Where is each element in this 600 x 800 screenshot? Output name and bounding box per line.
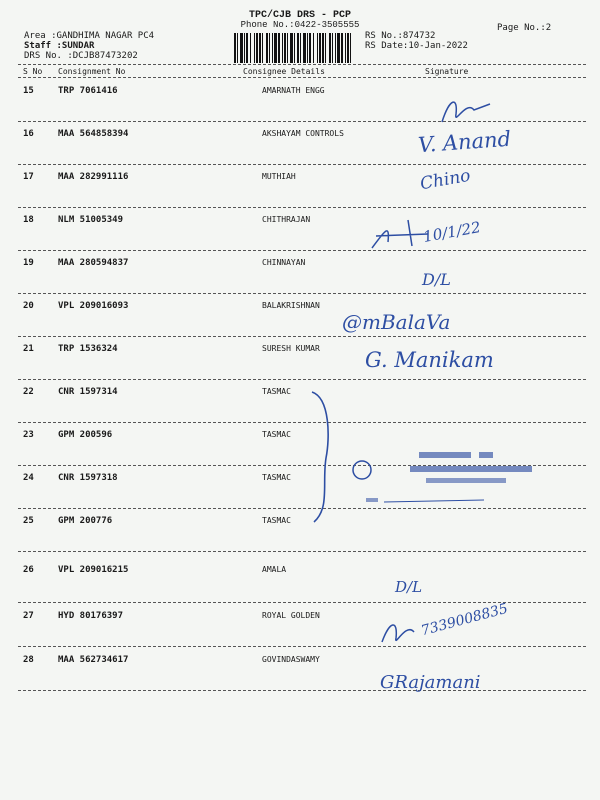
row-consignee: CHITHRAJAN <box>262 215 311 224</box>
row-consignment: MAA 282991116 <box>58 172 129 182</box>
table-row <box>0 80 600 123</box>
row-sno: 26 <box>23 565 34 575</box>
row-consignment: VPL 209016215 <box>58 565 129 575</box>
row-sno: 19 <box>23 258 34 268</box>
row-consignee: ROYAL GOLDEN <box>262 611 320 620</box>
col-consignment: Consignment No <box>58 67 126 76</box>
row-separator <box>18 336 586 337</box>
row-separator <box>18 164 586 165</box>
row-consignee: MUTHIAH <box>262 172 296 181</box>
col-sno: S No <box>23 67 43 76</box>
row-separator <box>18 690 586 691</box>
row-consignee: AMARNATH ENGG <box>262 86 325 95</box>
signature-17: Chino <box>418 165 472 195</box>
row-sno: 21 <box>23 344 34 354</box>
seal-stamp <box>344 448 584 518</box>
row-sno: 27 <box>23 611 34 621</box>
row-consignment: VPL 209016093 <box>58 301 129 311</box>
row-sno: 23 <box>23 430 34 440</box>
table-row <box>0 381 600 424</box>
bracket-mark <box>308 388 338 528</box>
table-row <box>0 559 600 602</box>
rs-date: RS Date:10-Jan-2022 <box>365 41 468 51</box>
row-separator <box>18 250 586 251</box>
row-consignment: MAA 280594837 <box>58 258 129 268</box>
signature-21: G. Manikam <box>365 348 494 372</box>
row-consignee: TASMAC <box>262 387 291 396</box>
column-separator <box>18 77 586 78</box>
row-consignee: AMALA <box>262 565 287 574</box>
table-row <box>0 166 600 209</box>
signature-27 <box>376 612 426 652</box>
row-sno: 22 <box>23 387 34 397</box>
signature-28: GRajamani <box>380 672 481 693</box>
table-row <box>0 338 600 381</box>
row-consignee: TASMAC <box>262 473 291 482</box>
row-separator <box>18 646 586 647</box>
row-consignee: SURESH KUMAR <box>262 344 320 353</box>
row-separator <box>18 121 586 122</box>
signature-15 <box>430 92 500 132</box>
signature-18-date: 10/1/22 <box>421 218 482 246</box>
drs-number: DRS No. :DCJB87473202 <box>24 51 138 61</box>
row-separator <box>18 293 586 294</box>
row-consignee: TASMAC <box>262 430 291 439</box>
signature-19: D/L <box>422 270 451 289</box>
staff-label: Staff :SUNDAR <box>24 41 95 51</box>
row-separator <box>18 207 586 208</box>
header-separator <box>18 64 586 65</box>
row-consignment: CNR 1597314 <box>58 387 118 397</box>
row-sno: 15 <box>23 86 34 96</box>
row-consignee: AKSHAYAM CONTROLS <box>262 129 344 138</box>
row-consignment: NLM 51005349 <box>58 215 124 225</box>
row-separator <box>18 551 586 552</box>
table-row <box>0 605 600 648</box>
col-signature: Signature <box>425 67 469 76</box>
phone-number: Phone No.:0422-3505555 <box>240 20 360 30</box>
row-consignment: MAA 564858394 <box>58 129 129 139</box>
signature-26: D/L <box>395 578 423 596</box>
table-row <box>0 209 600 252</box>
row-consignment: TRP 1536324 <box>58 344 118 354</box>
row-sno: 28 <box>23 655 34 665</box>
row-sno: 25 <box>23 516 34 526</box>
row-consignee: TASMAC <box>262 516 291 525</box>
col-consignee: Consignee Details <box>243 67 325 76</box>
row-consignment: HYD 80176397 <box>58 611 124 621</box>
signature-16: V. Anand <box>417 126 512 158</box>
table-row <box>0 649 600 692</box>
row-sno: 20 <box>23 301 34 311</box>
signature-27-phone: 7339008835 <box>419 600 510 640</box>
table-row <box>0 252 600 295</box>
table-row <box>0 295 600 338</box>
row-sno: 17 <box>23 172 34 182</box>
barcode <box>232 33 356 63</box>
row-consignment: TRP 7061416 <box>58 86 118 96</box>
row-consignment: CNR 1597318 <box>58 473 118 483</box>
row-sno: 24 <box>23 473 34 483</box>
rs-number: RS No.:874732 <box>365 31 436 41</box>
row-consignee: GOVINDASWAMY <box>262 655 320 664</box>
row-consignment: GPM 200596 <box>58 430 113 440</box>
row-consignee: BALAKRISHNAN <box>262 301 320 310</box>
row-consignee: CHINNAYAN <box>262 258 306 267</box>
area-label: Area :GANDHIMA NAGAR PC4 <box>24 31 155 41</box>
signature-20: @mBalaVa <box>342 310 451 334</box>
row-sno: 18 <box>23 215 34 225</box>
row-separator <box>18 422 586 423</box>
page-number: Page No.:2 <box>497 23 552 33</box>
row-sno: 16 <box>23 129 34 139</box>
row-separator <box>18 379 586 380</box>
row-consignment: GPM 200776 <box>58 516 113 526</box>
row-consignment: MAA 562734617 <box>58 655 129 665</box>
sheet-title: TPC/CJB DRS - PCP <box>248 10 352 21</box>
